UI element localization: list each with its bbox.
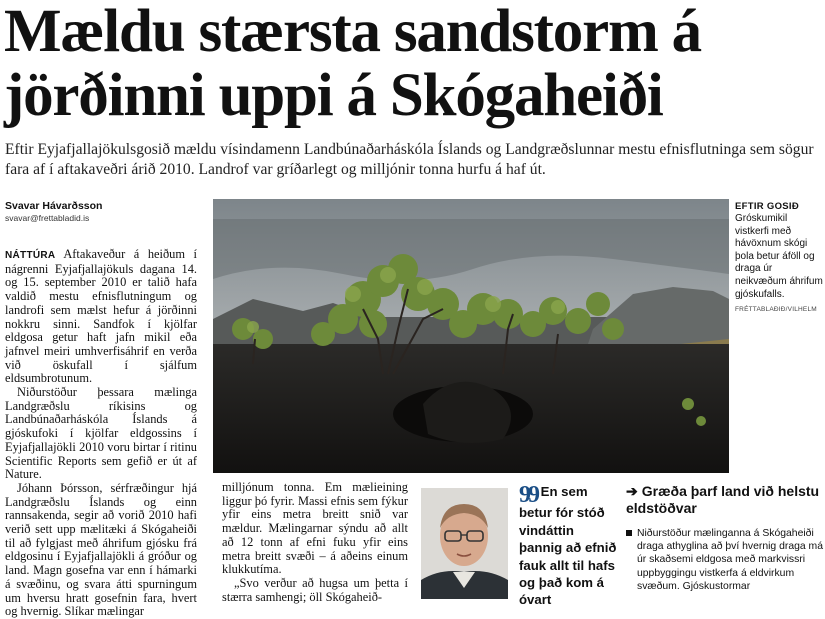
- arrow-right-icon: ➔: [626, 483, 638, 499]
- article-column-1: [5, 247, 197, 619]
- factbox-title-text: Græða þarf land við helstu eldstöðvar: [626, 483, 820, 516]
- author-name: Svavar Hávarðsson: [5, 200, 103, 212]
- paragraph-2: Niðurstöður þessara mælinga Landgræðslu ríkisins og Landbúnaðarháskóla Íslands á gjóskufoki í kjölfar eldgossins í Eyjafjallajökli 2010 voru birtar í ritinu Scientific Reports sem gefið er út af Nature.: [5, 385, 197, 482]
- paragraph-1-text: Aftakaveður á heiðum í nágrenni Eyjafjallajökuls dagana 14. og 15. september 2010 er talið hafa valdið mestu efnisflutningum og landrofi sem mælst hefur á jörðinni nokkru sinni. Sandfok í kjölfar eldgosa getur haft jafn mikil eða jafnvel meiri umhverfisáhrif en verða við öskufall í sjálfum eldsumbrotunum.: [5, 247, 197, 386]
- main-photo: [213, 199, 729, 473]
- caption-text: Gróskumikil vistkerfi með hávöxnum skógi þola betur áföll og draga úr neikvæðum áhrifum gjóskufalls.: [735, 213, 823, 300]
- square-bullet-icon: [626, 530, 632, 536]
- lead-paragraph: Eftir Eyjafjallajökulsgosið mældu vísindamenn Landbúnaðarháskóla Íslands og Landgræðslunnar mestu efnisflutninga sem sögur fara af í aftakaveðri árið 2010. Landrof var gríðarlegt og milljónir tonna hurfu á haf út.: [5, 141, 814, 178]
- factbox-text: [626, 527, 825, 593]
- quote-mark-icon: 99: [519, 482, 537, 508]
- byline: [5, 200, 205, 223]
- paragraph-4: milljónum tonna. Em mælieining liggur þó fyrir. Massi efnis sem fýkur yfir eins metra breitt snið var mældur. Mælingarnar sýndu að allt að 12 tonn af efni fuku yfir eins metra breitt svæði – á aðeins einum klukkutíma.: [222, 480, 408, 577]
- caption-title: EFTIR GOSIÐ: [735, 201, 799, 212]
- pull-quote-text: En sem betur fór stóð vindáttin þannig að efnið fauk allt til hafs og það kom á óvart: [519, 484, 617, 608]
- headline: Mældu stærsta sandstorm á jörðinni uppi á Skógaheiði: [4, 0, 701, 129]
- person-portrait-image: [421, 488, 508, 599]
- section-kicker: NÁTTÚRA: [5, 250, 56, 261]
- paragraph-1: [5, 248, 197, 386]
- factbox-text-body: Niðurstöður mælinganna á Skógaheiði draga athyglina að því hvernig draga má úr skaðsemi eldgosa með markvissri uppbyggingu vistkerfa á eldvirkum svæðum. Gjóskustormar: [637, 528, 823, 592]
- factbox-title: [626, 483, 825, 517]
- volcanic-landscape-image: [213, 199, 729, 473]
- paragraph-3: Jóhann Þórsson, sérfræðingur hjá Landgræðslu Íslands og einn rannsakenda, segir að vorið 2010 hafi verið sett upp mælitæki á Skógaheiði til að fylgjast með áhrifum gjósku frá eldgosinu í Eyjafjallajökli á gróður og land. Magn gosefna var enn í hámarki á svæðinu, og svara átti spurningum um hversu hratt gosefnin fara, hvert og hvernig. Slíkar mælingar: [5, 480, 197, 619]
- article-column-2: [222, 480, 408, 604]
- photo-credit: FRÉTTABLAÐIÐ/VILHELM: [735, 306, 817, 314]
- pull-quote: [519, 483, 619, 609]
- paragraph-5: „Svo verður að hugsa um þetta í stærra samhengi; öll Skógaheið-: [222, 575, 408, 604]
- factbox: [626, 483, 825, 593]
- author-email: svavar@frettabladid.is: [5, 213, 90, 223]
- portrait-photo: [421, 488, 508, 599]
- photo-caption: [735, 201, 823, 313]
